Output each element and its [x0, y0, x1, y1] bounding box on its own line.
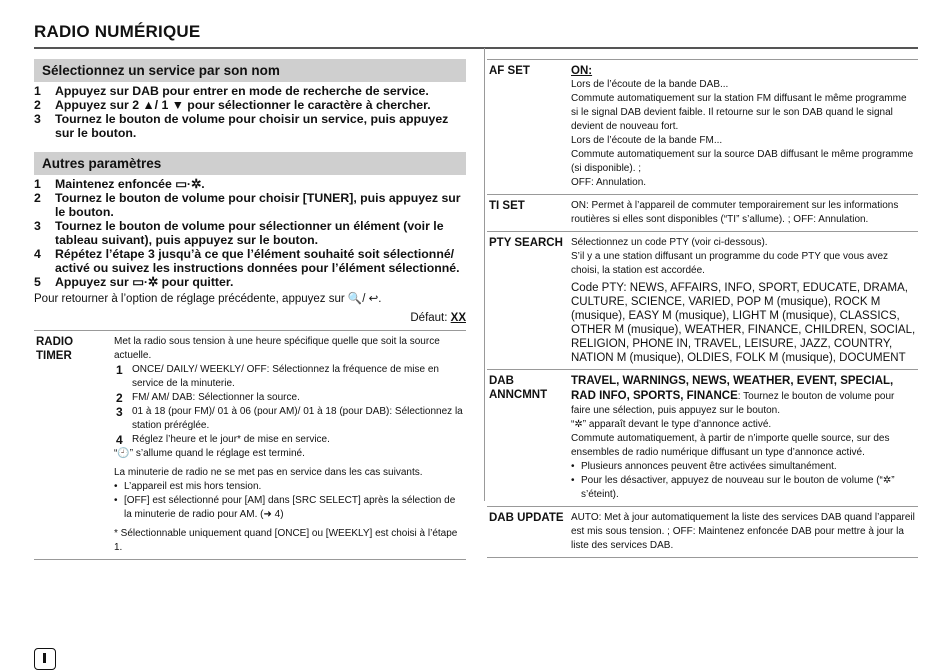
step-item [34, 219, 466, 247]
table-row [487, 507, 918, 558]
substep [116, 363, 464, 391]
left-column [34, 59, 466, 560]
radio-timer-table [34, 330, 466, 560]
section-heading-other-settings: Autres paramètres [34, 152, 466, 175]
step-item [34, 177, 466, 191]
table-row [487, 370, 918, 507]
setting-key-af-set: AF SET [489, 65, 530, 77]
af-off-line: OFF: Annulation. [571, 177, 647, 188]
step-text: Répétez l’étape 3 jusqu’à ce que l’élément souhaité soit sélectionné/ activé ou suivez les instructions données pour l’élément sélectionné. [55, 247, 460, 275]
default-label: Défaut: [410, 312, 451, 324]
column-divider [484, 48, 485, 501]
step-text: Appuyez sur ▭·✲ pour quitter. [55, 275, 234, 289]
af-line: Commute automatiquement sur la source DAB diffusant le même programme (si disponible). ; [571, 149, 914, 174]
step-text: Appuyez sur 2 ▲/ 1 ▼ pour sélectionner le caractère à chercher. [55, 98, 431, 112]
step-number: 1 [34, 177, 41, 191]
step-item [34, 191, 466, 219]
return-note: Pour retourner à l’option de réglage précédente, appuyez sur 🔍/ ↩. [34, 293, 382, 305]
table-row [487, 195, 918, 232]
step-number: 1 [34, 84, 41, 98]
substep-text: 01 à 18 (pour FM)/ 01 à 06 (pour AM)/ 01 à 18 (pour DAB): Sélectionnez la station préréglée. [132, 406, 463, 431]
pty-line: Sélectionnez un code PTY (voir ci-dessous). [571, 237, 768, 248]
setting-description: AUTO: Met à jour automatiquement la liste des services DAB quand l’appareil est mis sous tension. ; OFF: Maintenez enfoncée DAB pour mettre à jour la liste des services DAB. [571, 512, 915, 551]
bullet-item: • Pour les désactiver, appuyez de nouveau sur le bouton de volume (“✲” s’éteint). [571, 474, 916, 502]
not-on-note: La minuterie de radio ne se met pas en service dans les cas suivants. [114, 467, 423, 478]
radio-timer-intro: Met la radio sous tension à une heure spécifique quelle que soit la source actuelle. [114, 336, 440, 361]
bullet-text: [OFF] est sélectionné pour [AM] dans [SRC SELECT] après la sélection de la minuterie de radio pour AM. (➜ 4) [124, 495, 456, 520]
step-text: Tournez le bouton de volume pour sélectionner un élément (voir le tableau suivant), puis appuyez sur le bouton. [55, 219, 444, 247]
default-line [34, 312, 466, 324]
key-line: DAB [489, 375, 514, 387]
step-number: 3 [34, 219, 41, 233]
setting-key-radio-timer: RADIO TIMER [36, 336, 74, 362]
setting-description [569, 60, 918, 195]
bullet-text: Plusieurs annonces peuvent être activées simultanément. [581, 461, 837, 472]
substep [116, 405, 464, 433]
substep-text: Réglez l’heure et le jour* de mise en service. [132, 434, 330, 445]
title-divider [34, 47, 918, 49]
announcement-instructions: : Tournez le bouton de volume pour faire une sélection, puis appuyez sur le bouton. [571, 391, 895, 416]
substep [116, 391, 464, 405]
step-number: 4 [34, 247, 41, 261]
substep-number: 2 [116, 391, 123, 405]
step-number: 2 [34, 191, 41, 205]
af-line: Lors de l’écoute de la bande DAB... [571, 79, 729, 90]
default-value: XX [450, 312, 466, 324]
setting-description: ON: Permet à l’appareil de commuter temporairement sur les informations routières si elles sont disponibles (“TI” s’allume). ; OFF: Annulation. [571, 200, 899, 225]
announcement-types: TRAVEL, WARNINGS, NEWS, WEATHER, EVENT, SPECIAL, RAD INFO, SPORTS, FINANCE [571, 375, 894, 402]
step-text: Appuyez sur DAB pour entrer en mode de recherche de service. [55, 84, 429, 98]
substep-number: 3 [116, 405, 123, 419]
substep-text: ONCE/ DAILY/ WEEKLY/ OFF: Sélectionnez la fréquence de mise en service de la minuterie. [132, 364, 439, 389]
setting-key-dab-update: DAB UPDATE [489, 512, 564, 524]
clock-note: “🕘” s’allume quand le réglage est terminé. [114, 448, 305, 459]
setting-description [569, 232, 918, 370]
pty-code-list: Code PTY: NEWS, AFFAIRS, INFO, SPORT, EDUCATE, DRAMA, CULTURE, SCIENCE, VARIED, POP M (musique), ROCK M (musique), EASY M (musique), LIGHT M (musique), CLASSICS, OTHER M (musique), WEATHER, FINANCE, CHILDREN, SOCIAL, RELIGION, PHONE IN, TRAVEL, LEISURE, JAZZ, COUNTRY, NATION M (musique), OLDIES, FOLK M (musique), DOCUMENT [571, 282, 916, 364]
setting-key-dab-anncmnt [487, 370, 569, 507]
setting-description [112, 331, 466, 560]
table-row [487, 60, 918, 195]
step-number: 5 [34, 275, 41, 289]
anncmnt-line: “✲” apparaît devant le type d’annonce activé. [571, 419, 772, 430]
key-line: ANNCMNT [489, 389, 548, 401]
table-row [34, 331, 466, 560]
section-heading-service-name: Sélectionnez un service par son nom [34, 59, 466, 82]
step-text: Maintenez enfoncée ▭·✲. [55, 177, 205, 191]
bullet-text: L’appareil est mis hors tension. [124, 481, 262, 492]
af-line: Lors de l’écoute de la bande FM... [571, 135, 723, 146]
substep [116, 433, 464, 447]
step-text: Tournez le bouton de volume pour choisir un service, puis appuyez sur le bouton. [55, 112, 449, 140]
step-item [34, 98, 466, 112]
substep-number: 4 [116, 433, 123, 447]
step-text: Tournez le bouton de volume pour choisir [TUNER], puis appuyez sur le bouton. [55, 191, 461, 219]
step-item [34, 112, 466, 140]
setting-key-ti-set: TI SET [489, 200, 525, 212]
bullet-item: • Plusieurs annonces peuvent être activées simultanément. [571, 461, 837, 472]
step-number: 2 [34, 98, 41, 112]
service-name-steps [34, 84, 466, 140]
page-title: RADIO NUMÉRIQUE [34, 22, 201, 41]
step-number: 3 [34, 112, 41, 126]
table-row [487, 232, 918, 370]
substep-text: FM/ AM/ DAB: Sélectionner la source. [132, 392, 300, 403]
step-item [34, 247, 466, 275]
other-settings-steps [34, 177, 466, 289]
bullet-text: Pour les désactiver, appuyez de nouveau sur le bouton de volume (“✲” s’éteint). [581, 475, 895, 500]
info-icon [34, 648, 56, 670]
setting-key-pty-search: PTY SEARCH [489, 237, 563, 249]
step-item [34, 275, 466, 289]
setting-description [569, 370, 918, 507]
bullet-item: • L’appareil est mis hors tension. [114, 481, 262, 492]
footnote: * Sélectionnable uniquement quand [ONCE] ou [WEEKLY] est choisi à l’étape 1. [114, 528, 458, 553]
right-column [487, 59, 918, 558]
bullet-item: • [OFF] est sélectionné pour [AM] dans [SRC SELECT] après la sélection de la minuterie de radio pour AM. (➜ 4) [114, 494, 464, 522]
anncmnt-line: Commute automatiquement, à partir de n’importe quelle source, sur des ensembles de radio numérique diffusant un type d’annonce activé. [571, 433, 890, 458]
substep-number: 1 [116, 363, 123, 377]
af-line: Commute automatiquement sur la station FM diffusant le même programme si le signal DAB devient faible. Il retourne sur le son DAB quand le signal devient de nouveau fort. [571, 93, 907, 132]
af-on-label: ON: [571, 65, 593, 77]
step-item [34, 84, 466, 98]
settings-table [487, 59, 918, 558]
pty-line: S’il y a une station diffusant un programme du code PTY que vous avez choisi, la station est accordée. [571, 251, 889, 276]
